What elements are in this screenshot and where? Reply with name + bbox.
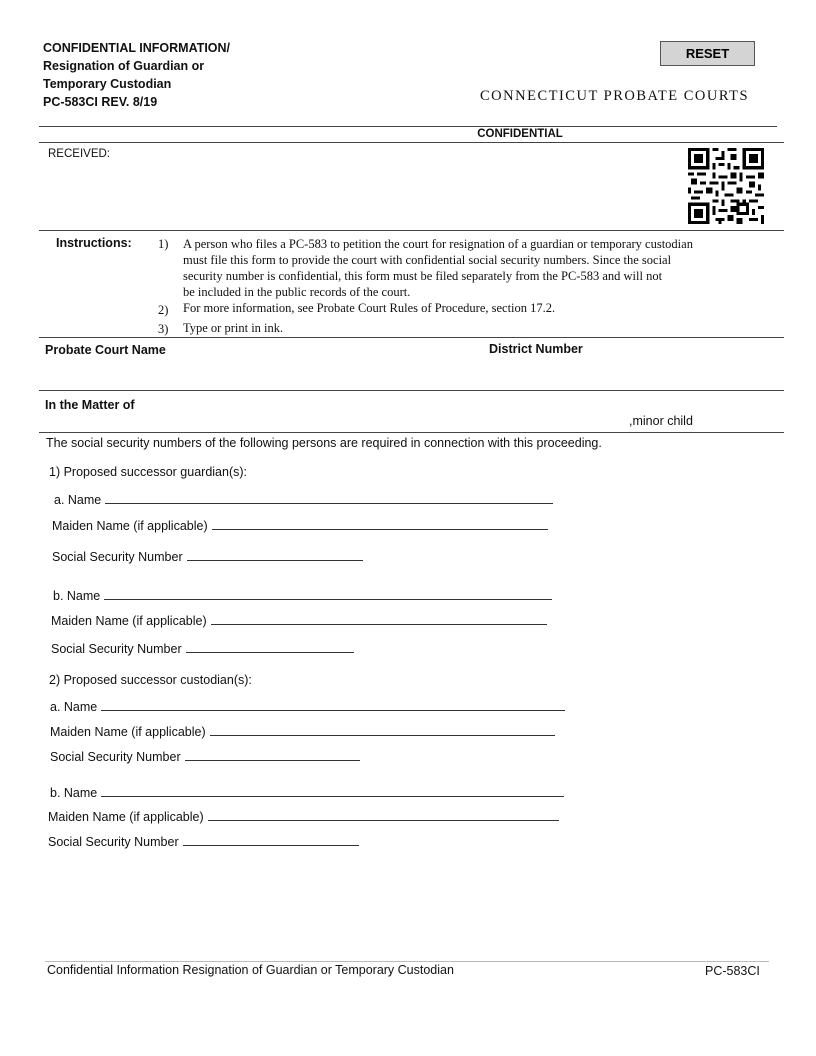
title-line: Resignation of Guardian or bbox=[43, 59, 205, 73]
guardian-a-maiden-row bbox=[52, 518, 548, 533]
guardian-a-ssn-row bbox=[52, 549, 363, 564]
guardian-a-maiden-field[interactable] bbox=[212, 518, 548, 530]
district-number-field[interactable] bbox=[489, 360, 769, 386]
maiden-name-label: Maiden Name (if applicable) bbox=[51, 614, 207, 628]
divider bbox=[39, 432, 784, 433]
custodian-a-maiden-field[interactable] bbox=[210, 724, 555, 736]
divider bbox=[39, 230, 784, 231]
intro-text: The social security numbers of the following persons are required in connection with this proceeding. bbox=[46, 436, 602, 450]
section-heading-custodians: 2) Proposed successor custodian(s): bbox=[49, 673, 252, 687]
footer-divider bbox=[45, 961, 769, 962]
in-the-matter-of-field[interactable] bbox=[45, 414, 615, 430]
custodian-b-maiden-field[interactable] bbox=[208, 809, 559, 821]
guardian-b-maiden-row bbox=[51, 613, 547, 628]
footer-form-id: PC-583CI bbox=[705, 964, 760, 978]
guardian-a-name-row bbox=[54, 492, 553, 507]
instruction-text: must file this form to provide the court with confidential social security numbers. Since the social bbox=[183, 253, 672, 267]
custodian-b-maiden-row bbox=[48, 809, 559, 824]
instructions-label: Instructions: bbox=[56, 236, 132, 250]
custodian-a-name-field[interactable] bbox=[101, 699, 565, 711]
guardian-b-name-field[interactable] bbox=[104, 588, 552, 600]
ssn-label: Social Security Number bbox=[52, 550, 183, 564]
instruction-text: security number is confidential, this form must be filed separately from the PC-583 and will not bbox=[183, 269, 663, 283]
probate-court-name-field[interactable] bbox=[45, 360, 465, 386]
divider bbox=[39, 390, 784, 391]
guardian-b-ssn-row bbox=[51, 641, 354, 656]
custodian-b-name-row bbox=[50, 785, 564, 800]
in-the-matter-of-label: In the Matter of bbox=[45, 398, 135, 412]
ssn-label: Social Security Number bbox=[51, 642, 182, 656]
name-label: b. Name bbox=[53, 589, 101, 603]
custodian-a-ssn-field[interactable] bbox=[185, 749, 360, 761]
instruction-text: Type or print in ink. bbox=[183, 321, 284, 335]
name-label: b. Name bbox=[50, 786, 98, 800]
title-line: CONFIDENTIAL INFORMATION/ bbox=[43, 41, 231, 55]
custodian-a-ssn-row bbox=[50, 749, 360, 764]
instruction-text: For more information, see Probate Court Rules of Procedure, section 17.2. bbox=[183, 301, 556, 315]
maiden-name-label: Maiden Name (if applicable) bbox=[52, 519, 208, 533]
guardian-a-name-field[interactable] bbox=[105, 492, 553, 504]
instructions-list bbox=[158, 236, 788, 336]
court-name-heading: CONNECTICUT PROBATE COURTS bbox=[480, 88, 750, 104]
custodian-b-ssn-field[interactable] bbox=[183, 834, 359, 846]
maiden-name-label: Maiden Name (if applicable) bbox=[48, 810, 204, 824]
guardian-b-name-row bbox=[53, 588, 552, 603]
name-label: a. Name bbox=[54, 493, 102, 507]
custodian-a-name-row bbox=[50, 699, 565, 714]
custodian-b-name-field[interactable] bbox=[101, 785, 564, 797]
divider bbox=[39, 126, 777, 127]
ssn-label: Social Security Number bbox=[50, 750, 181, 764]
instruction-number: 1) bbox=[158, 237, 169, 251]
qr-code-icon bbox=[688, 148, 764, 224]
custodian-b-ssn-row bbox=[48, 834, 359, 849]
divider bbox=[39, 142, 784, 143]
name-label: a. Name bbox=[50, 700, 98, 714]
guardian-a-ssn-field[interactable] bbox=[187, 549, 363, 561]
footer-title: Confidential Information Resignation of Guardian or Temporary Custodian bbox=[47, 963, 454, 977]
instruction-text: A person who files a PC-583 to petition the court for resignation of a guardian or temporary custodian bbox=[183, 237, 693, 251]
received-label: RECEIVED: bbox=[48, 148, 110, 160]
form-number: PC-583CI REV. 8/19 bbox=[43, 95, 158, 109]
confidential-label: CONFIDENTIAL bbox=[477, 128, 563, 140]
instruction-text: be included in the public records of the court. bbox=[183, 285, 411, 299]
instruction-number: 2) bbox=[158, 303, 169, 317]
reset-button[interactable]: RESET bbox=[660, 41, 755, 66]
guardian-b-maiden-field[interactable] bbox=[211, 613, 547, 625]
title-line: Temporary Custodian bbox=[43, 77, 172, 91]
ssn-label: Social Security Number bbox=[48, 835, 179, 849]
guardian-b-ssn-field[interactable] bbox=[186, 641, 354, 653]
custodian-a-maiden-row bbox=[50, 724, 555, 739]
form-title bbox=[43, 39, 303, 111]
district-number-label: District Number bbox=[489, 342, 583, 356]
probate-court-name-label: Probate Court Name bbox=[45, 343, 166, 357]
minor-child-label: ,minor child bbox=[629, 414, 693, 428]
maiden-name-label: Maiden Name (if applicable) bbox=[50, 725, 206, 739]
section-heading-guardians: 1) Proposed successor guardian(s): bbox=[49, 465, 248, 479]
instruction-number: 3) bbox=[158, 322, 169, 336]
divider bbox=[39, 337, 784, 338]
